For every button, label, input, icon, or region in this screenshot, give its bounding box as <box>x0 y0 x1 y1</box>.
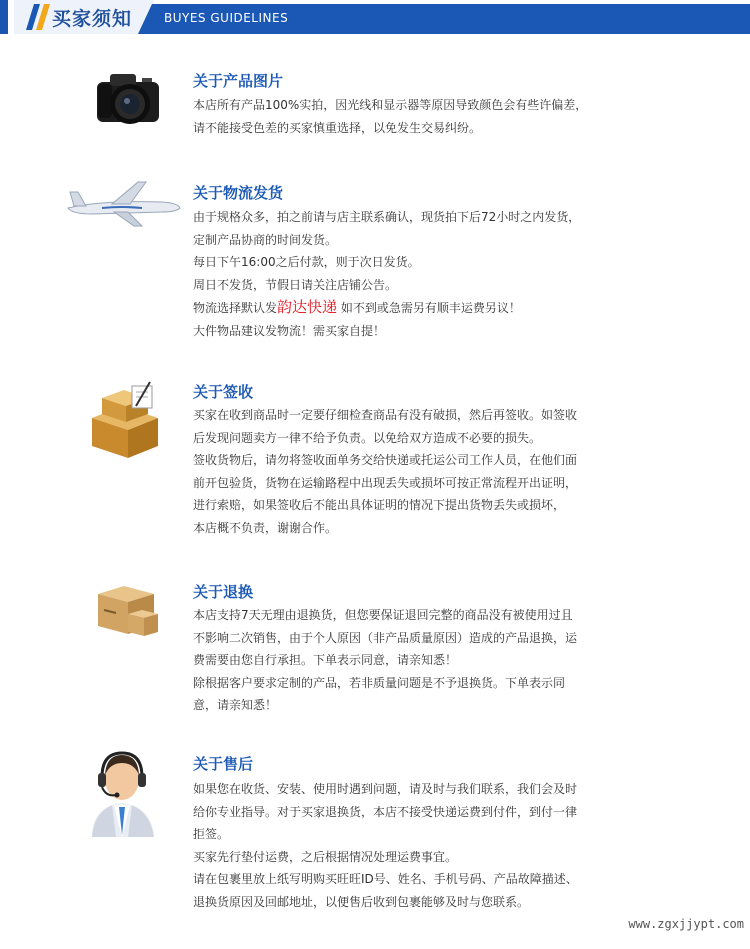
body-line: 本店支持7天无理由退换货，但您要保证退回完整的商品没有被使用过且 <box>193 608 573 622</box>
boxes-icon <box>62 580 182 640</box>
body-line: 后发现问题卖方一律不给予负责。以免给双方造成不必要的损失。 <box>193 430 542 445</box>
package-check-icon <box>62 378 182 460</box>
body-line: 定制产品协商的时间发货。 <box>193 232 338 247</box>
section-title: 关于退换 <box>193 583 254 601</box>
body-line: 签收货物后，请勿将签收面单务交给快递或托运公司工作人员，在他们面 <box>193 453 578 467</box>
section-title: 关于产品图片 <box>193 72 284 90</box>
body-line: 周日不发货，节假日请关注店铺公告。 <box>193 277 398 292</box>
body-line: 如果您在收货、安装、使用时遇到问题，请及时与我们联系，我们会及时 <box>193 782 578 796</box>
body-line: 大件物品建议发物流！需买家自提！ <box>193 323 386 338</box>
body-line: 除根据客户要求定制的产品，若非质量问题是不予退换货。下单表示同 <box>193 675 566 690</box>
section-title: 关于物流发货 <box>193 184 284 202</box>
body-line: 请在包裹里放上纸写明购买旺旺ID号、姓名、手机号码、产品故障描述、 <box>193 872 578 886</box>
body-line: 请不能接受色差的买家慎重选择，以免发生交易纠纷。 <box>193 120 482 135</box>
body-line: 退换货原因及回邮地址，以便售后收到包裹能够及时与您联系。 <box>193 894 530 909</box>
body-line: 本店概不负责，谢谢合作。 <box>193 520 338 535</box>
header-banner <box>0 0 750 40</box>
body-line: 前开包验货，货物在运输路程中出现丢失或损坏可按正常流程开出证明， <box>193 475 578 490</box>
section-title: 关于售后 <box>193 755 254 773</box>
body-line: 给你专业指导。对于买家退换货，本店不接受快递运费到付件，到付一律 <box>193 804 578 819</box>
section-body <box>193 94 633 139</box>
body-line: 费需要由您自行承担。下单表示同意，请亲知悉！ <box>193 653 458 667</box>
support-agent-icon <box>62 745 182 840</box>
header-accent-strip <box>0 0 8 34</box>
courier-prefix: 物流选择默认发 <box>193 301 278 315</box>
body-line: 进行索赔，如果签收后不能出具体证明的情况下提出货物丢失或损坏， <box>193 498 566 512</box>
header-title: 买家须知 <box>52 8 133 30</box>
header-subtitle: BUYES GUIDELINES <box>164 11 289 25</box>
section-title: 关于签收 <box>193 383 254 401</box>
courier-name: 韵达快递 <box>277 298 338 316</box>
body-line: 由于规格众多，拍之前请与店主联系确认，现货拍下后72小时之内发货， <box>193 210 581 224</box>
site-watermark: www.zgxjjypt.com <box>628 917 744 931</box>
body-line: 每日下午16:00之后付款，则于次日发货。 <box>193 255 420 269</box>
body-line: 买家先行垫付运费，之后根据情况处理运费事宜。 <box>193 849 458 864</box>
body-line: 买家在收到商品时一定要仔细检查商品有没有破损，然后再签收。如签收 <box>193 408 578 422</box>
section-body <box>193 778 633 913</box>
section-body <box>193 404 633 539</box>
airplane-icon <box>62 178 182 228</box>
camera-icon <box>62 64 182 134</box>
courier-line <box>193 296 633 320</box>
body-line: 不影响二次销售，由于个人原因（非产品质量原因）造成的产品退换，运 <box>193 630 578 645</box>
section-body <box>193 206 633 342</box>
section-body <box>193 604 633 717</box>
slash-decor-icon <box>24 2 52 32</box>
courier-suffix: 如不到或急需另有顺丰运费另议！ <box>337 301 521 315</box>
body-line: 意，请亲知悉！ <box>193 698 278 712</box>
body-line: 拒签。 <box>193 827 230 841</box>
body-line: 本店所有产品100%实拍，因光线和显示器等原因导致颜色会有些许偏差， <box>193 98 588 112</box>
